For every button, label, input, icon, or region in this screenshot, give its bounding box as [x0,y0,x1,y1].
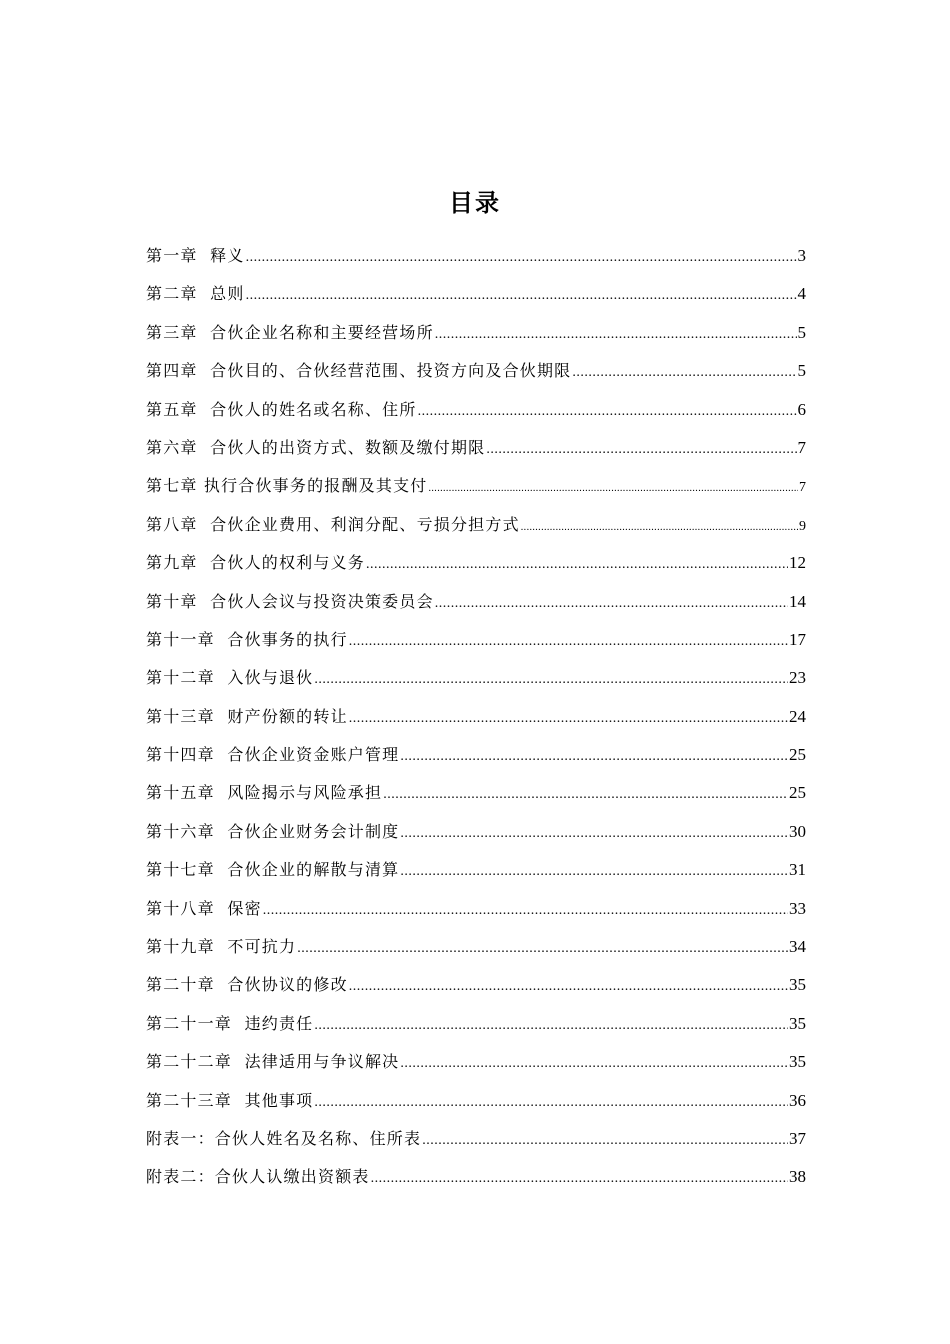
toc-entry[interactable] [146,397,806,435]
toc-entry[interactable] [146,857,806,895]
toc-entry-label: 第二十一章 违约责任 [146,1013,314,1033]
dot-leader [263,898,788,924]
toc-entry-page: 35 [789,975,806,995]
toc-entry-label: 第十五章 风险揭示与风险承担 [146,783,383,803]
toc-entry-label: 第二十章 合伙协议的修改 [146,975,348,995]
toc-entry[interactable] [146,704,806,742]
toc-entry-page: 31 [789,860,806,880]
toc-entry[interactable] [146,473,806,511]
dot-leader [400,859,788,885]
dot-leader [400,1051,788,1077]
toc-entry-page: 30 [789,821,806,841]
dot-leader [246,283,797,309]
toc-entry-page: 4 [797,284,806,304]
toc-entry-label: 第七章 执行合伙事务的报酬及其支付 [146,476,428,496]
toc-entry-page: 12 [789,553,806,573]
toc-entry[interactable] [146,819,806,857]
toc-entry[interactable] [146,243,806,281]
dot-leader [246,245,797,271]
toc-entry[interactable] [146,320,806,358]
toc-entry-page: 7 [799,480,806,496]
toc-entry-page: 34 [789,937,806,957]
dot-leader [429,476,799,502]
toc-entry-page: 7 [797,437,806,457]
toc-entry-page: 17 [789,629,806,649]
dot-leader [314,667,788,693]
toc-entry-page: 25 [789,745,806,765]
toc-entry[interactable] [146,512,806,550]
toc-entry[interactable] [146,742,806,780]
dot-leader [383,782,788,808]
toc-entry-page: 38 [789,1167,806,1187]
table-of-contents [146,243,806,1203]
toc-entry-label: 第九章 合伙人的权利与义务 [146,553,365,573]
toc-entry[interactable] [146,1126,806,1164]
toc-entry-label: 第二十二章 法律适用与争议解决 [146,1052,400,1072]
dot-leader [435,591,788,617]
dot-leader [314,1013,788,1039]
dot-leader [435,322,797,348]
dot-leader [314,1090,788,1116]
toc-entry-page: 35 [789,1013,806,1033]
toc-entry[interactable] [146,1049,806,1087]
toc-entry[interactable] [146,435,806,473]
toc-entry-page: 5 [797,361,806,381]
toc-entry-page: 3 [797,246,806,265]
toc-entry-label: 第十八章 保密 [146,898,262,918]
toc-entry[interactable] [146,934,806,972]
dot-leader [366,552,788,578]
toc-entry[interactable] [146,1164,806,1202]
toc-entry-label: 第十一章 合伙事务的执行 [146,629,348,649]
toc-entry-page: 33 [789,898,806,918]
toc-entry[interactable] [146,1011,806,1049]
toc-entry[interactable] [146,589,806,627]
dot-leader [349,629,788,655]
toc-entry-page: 14 [789,591,806,611]
toc-entry[interactable] [146,627,806,665]
dot-leader [400,744,788,770]
toc-entry-page: 35 [789,1052,806,1072]
toc-entry-label: 第六章 合伙人的出资方式、数额及缴付期限 [146,437,486,457]
toc-entry[interactable] [146,550,806,588]
toc-entry[interactable] [146,896,806,934]
toc-entry-page: 9 [799,518,806,534]
dot-leader [400,821,788,847]
toc-entry-label: 第十七章 合伙企业的解散与清算 [146,860,400,880]
dot-leader [572,360,796,386]
dot-leader [418,399,797,425]
toc-entry-label: 第十六章 合伙企业财务会计制度 [146,821,400,841]
toc-entry-label: 第十章 合伙人会议与投资决策委员会 [146,591,434,611]
dot-leader [349,974,788,1000]
toc-entry[interactable] [146,972,806,1010]
dot-leader [521,515,798,541]
toc-entry-page: 5 [797,322,806,342]
dot-leader [371,1166,788,1192]
toc-entry-label: 第十二章 入伙与退伙 [146,668,314,688]
dot-leader [486,437,796,463]
toc-entry-label: 第二章 总则 [146,284,245,304]
toc-entry-label: 第十九章 不可抗力 [146,937,297,957]
toc-entry[interactable] [146,281,806,319]
dot-leader [422,1128,788,1154]
toc-entry-page: 24 [789,706,806,726]
toc-entry[interactable] [146,358,806,396]
toc-entry[interactable] [146,665,806,703]
dot-leader [349,706,788,732]
toc-entry[interactable] [146,780,806,818]
toc-entry-label: 第三章 合伙企业名称和主要经营场所 [146,322,434,342]
toc-entry-page: 6 [797,399,806,419]
toc-entry-label: 附表一：合伙人姓名及名称、住所表 [146,1128,422,1148]
toc-entry-page: 36 [789,1090,806,1110]
toc-entry[interactable] [146,1088,806,1126]
toc-entry-label: 附表二：合伙人认缴出资额表 [146,1167,370,1187]
toc-entry-label: 第八章 合伙企业费用、利润分配、亏损分担方式 [146,514,520,534]
toc-entry-label: 第一章 释义 [146,246,245,265]
toc-entry-page: 37 [789,1128,806,1148]
page-title: 目录 [449,189,501,217]
toc-entry-label: 第十三章 财产份额的转让 [146,706,348,726]
toc-entry-label: 第五章 合伙人的姓名或名称、住所 [146,399,417,419]
toc-entry-page: 23 [789,668,806,688]
dot-leader [297,936,788,962]
toc-entry-label: 第四章 合伙目的、合伙经营范围、投资方向及合伙期限 [146,361,572,381]
toc-entry-page: 25 [789,783,806,803]
toc-entry-label: 第二十三章 其他事项 [146,1090,314,1110]
toc-entry-label: 第十四章 合伙企业资金账户管理 [146,745,400,765]
